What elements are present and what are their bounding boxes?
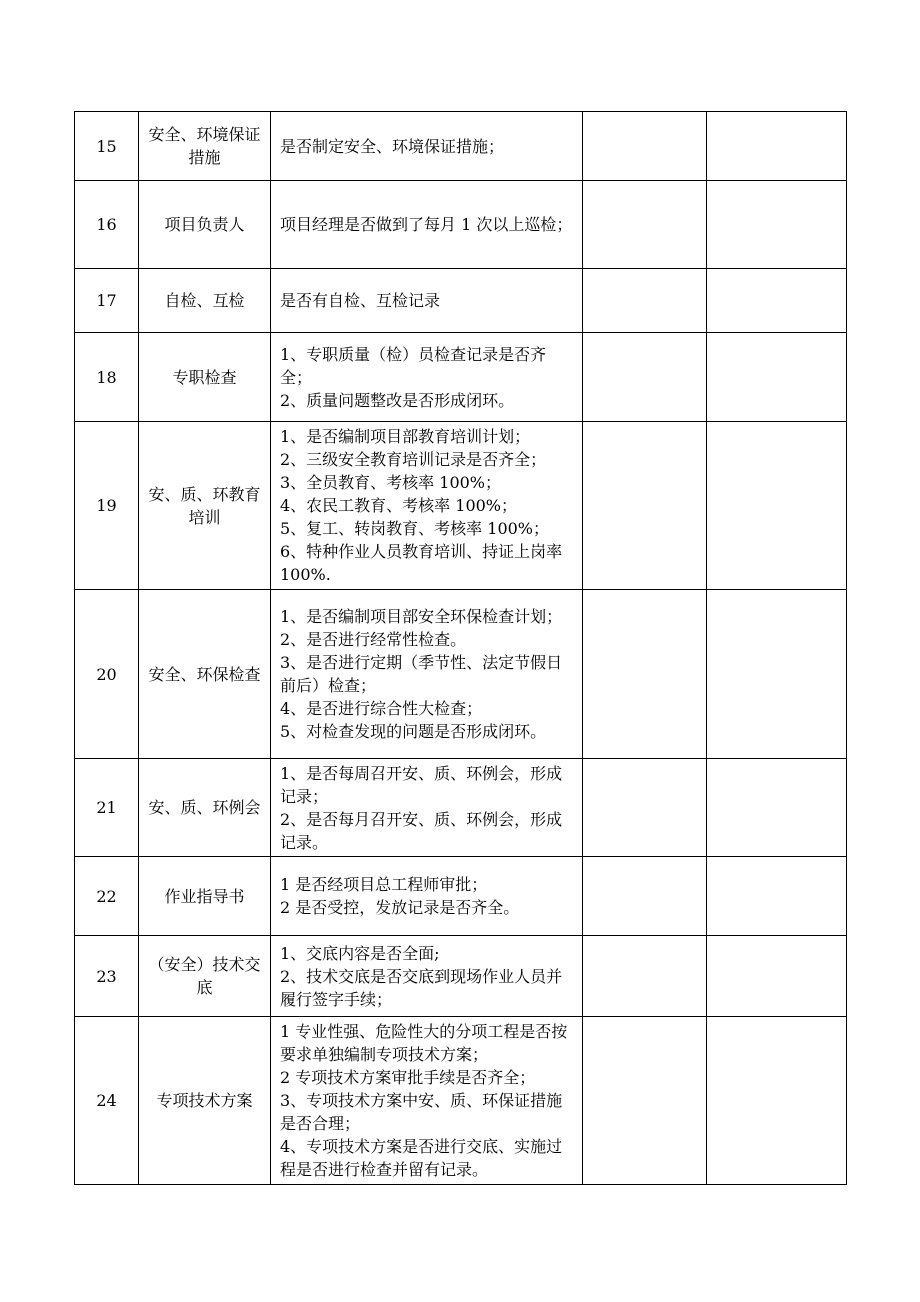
content-line: 6、特种作业人员教育培训、持证上岗率 100%. bbox=[280, 542, 563, 584]
row-number: 21 bbox=[75, 759, 139, 857]
check-content bbox=[271, 857, 583, 936]
check-content bbox=[271, 759, 583, 857]
row-number: 19 bbox=[75, 422, 139, 590]
result-cell bbox=[583, 333, 707, 422]
remark-cell bbox=[707, 269, 847, 333]
remark-cell bbox=[707, 759, 847, 857]
remark-cell bbox=[707, 857, 847, 936]
result-cell bbox=[583, 1017, 707, 1185]
content-line: 2、是否每月召开安、质、环例会，形成记录。 bbox=[280, 809, 563, 852]
content-line: 2、是否进行经常性检查。 bbox=[280, 630, 467, 649]
table-row bbox=[75, 1017, 847, 1185]
content-line: 2 是否受控，发放记录是否齐全。 bbox=[280, 898, 520, 917]
check-item: 安、质、环教育培训 bbox=[139, 422, 271, 590]
row-number: 23 bbox=[75, 936, 139, 1017]
table-row bbox=[75, 857, 847, 936]
row-number: 20 bbox=[75, 590, 139, 759]
result-cell bbox=[583, 181, 707, 269]
check-content bbox=[271, 422, 583, 590]
row-number: 15 bbox=[75, 112, 139, 181]
result-cell bbox=[583, 590, 707, 759]
check-item: 项目负责人 bbox=[139, 181, 271, 269]
table-row bbox=[75, 936, 847, 1017]
content-line: 项目经理是否做到了每月 1 次以上巡检； bbox=[280, 215, 573, 234]
result-cell bbox=[583, 422, 707, 590]
content-line: 是否制定安全、环境保证措施； bbox=[280, 136, 505, 156]
check-content bbox=[271, 590, 583, 759]
inspection-checklist-table bbox=[74, 111, 847, 1185]
result-cell bbox=[583, 936, 707, 1017]
content-line: 3、是否进行定期（季节性、法定节假日前后）检查； bbox=[280, 653, 563, 695]
content-line: 5、对检查发现的问题是否形成闭环。 bbox=[280, 722, 547, 741]
table-row bbox=[75, 112, 847, 181]
check-content bbox=[271, 1017, 583, 1185]
content-line: 1 是否经项目总工程师审批； bbox=[280, 875, 488, 894]
content-line: 2、技术交底是否交底到现场作业人员并履行签字手续； bbox=[280, 966, 563, 1009]
check-item: 作业指导书 bbox=[139, 857, 271, 936]
table-row bbox=[75, 181, 847, 269]
table-row bbox=[75, 333, 847, 422]
content-line: 1、是否编制项目部教育培训计划； bbox=[280, 427, 531, 446]
content-line: 2、三级安全教育培训记录是否齐全； bbox=[280, 450, 547, 469]
table-row bbox=[75, 759, 847, 857]
check-content bbox=[271, 269, 583, 333]
content-line: 5、复工、转岗教育、考核率 100%； bbox=[280, 519, 550, 538]
content-line: 3、专项技术方案中安、质、环保证措施是否合理； bbox=[280, 1091, 563, 1133]
check-item: 自检、互检 bbox=[139, 269, 271, 333]
remark-cell bbox=[707, 590, 847, 759]
remark-cell bbox=[707, 333, 847, 422]
result-cell bbox=[583, 269, 707, 333]
row-number: 24 bbox=[75, 1017, 139, 1185]
row-number: 22 bbox=[75, 857, 139, 936]
content-line: 1、是否编制项目部安全环保检查计划； bbox=[280, 607, 563, 626]
content-line: 1、是否每周召开安、质、环例会，形成记录； bbox=[280, 763, 563, 806]
remark-cell bbox=[707, 1017, 847, 1185]
remark-cell bbox=[707, 936, 847, 1017]
result-cell bbox=[583, 857, 707, 936]
remark-cell bbox=[707, 181, 847, 269]
content-line: 1 专业性强、危险性大的分项工程是否按要求单独编制专项技术方案； bbox=[280, 1022, 568, 1064]
result-cell bbox=[583, 759, 707, 857]
check-item: 安、质、环例会 bbox=[139, 759, 271, 857]
content-line: 3、全员教育、考核率 100%； bbox=[280, 473, 502, 492]
check-content bbox=[271, 112, 583, 181]
check-item: （安全）技术交底 bbox=[139, 936, 271, 1017]
check-item: 安全、环境保证措施 bbox=[139, 112, 271, 181]
check-content bbox=[271, 936, 583, 1017]
check-item: 专职检查 bbox=[139, 333, 271, 422]
content-line: 4、专项技术方案是否进行交底、实施过程是否进行检查并留有记录。 bbox=[280, 1137, 563, 1179]
row-number: 18 bbox=[75, 333, 139, 422]
content-line: 2、质量问题整改是否形成闭环。 bbox=[280, 390, 515, 410]
row-number: 17 bbox=[75, 269, 139, 333]
result-cell bbox=[583, 112, 707, 181]
remark-cell bbox=[707, 112, 847, 181]
content-line: 是否有自检、互检记录 bbox=[280, 291, 441, 310]
check-content bbox=[271, 333, 583, 422]
table-row bbox=[75, 422, 847, 590]
content-line: 2 专项技术方案审批手续是否齐全； bbox=[280, 1068, 536, 1087]
check-content bbox=[271, 181, 583, 269]
content-line: 1、专职质量（检）员检查记录是否齐全； bbox=[280, 344, 547, 387]
table-row bbox=[75, 269, 847, 333]
remark-cell bbox=[707, 422, 847, 590]
content-line: 1、交底内容是否全面; bbox=[280, 943, 440, 963]
row-number: 16 bbox=[75, 181, 139, 269]
check-item: 安全、环保检查 bbox=[139, 590, 271, 759]
check-item: 专项技术方案 bbox=[139, 1017, 271, 1185]
content-line: 4、是否进行综合性大检查； bbox=[280, 699, 483, 718]
content-line: 4、农民工教育、考核率 100%； bbox=[280, 496, 518, 515]
table-row bbox=[75, 590, 847, 759]
